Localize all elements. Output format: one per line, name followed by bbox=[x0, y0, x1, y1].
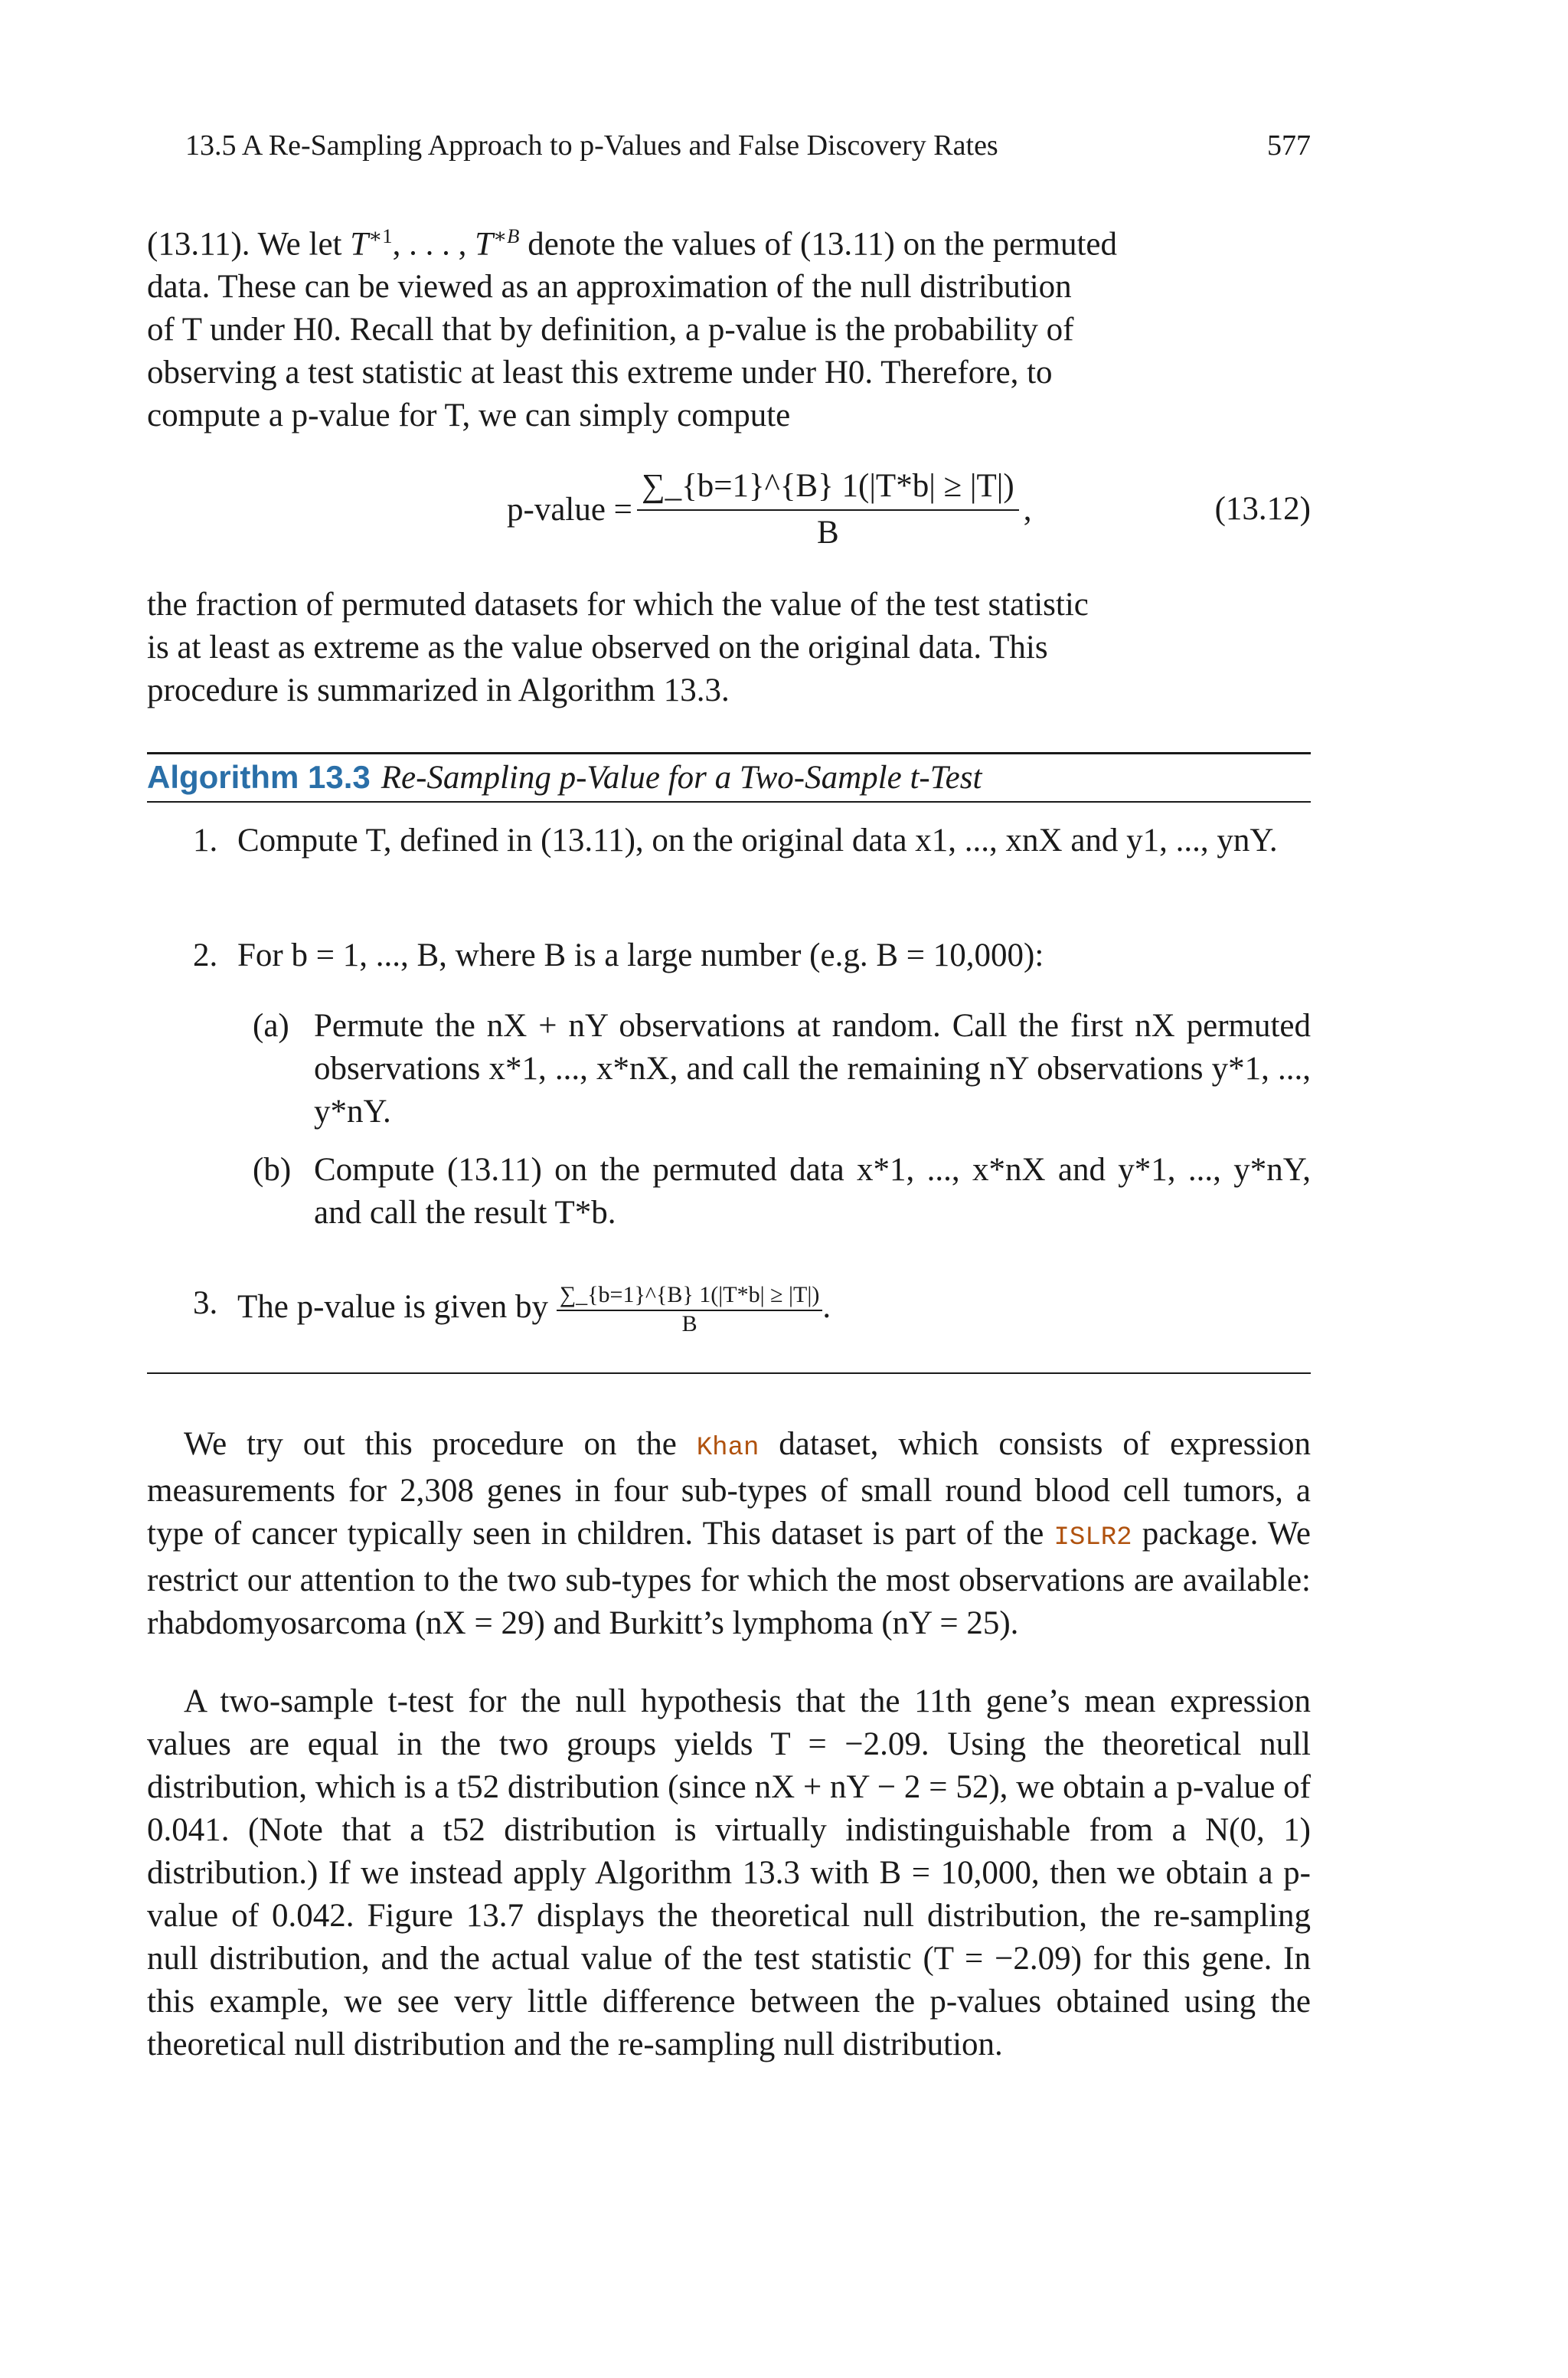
step-3-marker: 3. bbox=[193, 1285, 218, 1321]
running-head bbox=[185, 129, 1311, 162]
algorithm-bottom-rule bbox=[147, 1372, 1311, 1374]
paragraph-fraction-explanation bbox=[147, 584, 1311, 712]
equation-fraction bbox=[637, 467, 1019, 551]
step-2a-text: Permute the nX + nY observations at random. Call the first nX permuted observations x*1, ..., x*nX, and call the remaining nY observations y*1, ..., y*nY. bbox=[314, 1008, 1311, 1130]
algorithm-top-rule bbox=[147, 752, 1311, 754]
code-khan: Khan bbox=[696, 1434, 760, 1463]
running-head-title: 13.5 A Re-Sampling Approach to p-Values and False Discovery Rates bbox=[185, 129, 998, 162]
para1-line3: of T under H0. Recall that by definition, a p-value is the probability of bbox=[147, 312, 1074, 348]
paragraph-intro bbox=[147, 214, 1311, 437]
step-1-text: Compute T, defined in (13.11), on the original data x1, ..., xnX and y1, ..., ynY. bbox=[237, 823, 1278, 859]
algorithm-header bbox=[147, 755, 1311, 800]
code-islr2: ISLR2 bbox=[1054, 1523, 1132, 1552]
equation-13-12: p-value = $\frac{\sum\_\{b=1\}\^{}\{B\} 1(|T*b| \ge |T|)}{B}$ , (13.12) bbox=[507, 468, 1311, 551]
algorithm-step-2b bbox=[253, 1149, 1311, 1241]
algorithm-step-1 bbox=[193, 819, 1311, 911]
equation-number: (13.12) bbox=[1214, 491, 1311, 527]
step-2b-text: Compute (13.11) on the permuted data x*1, ..., x*nX and y*1, ..., y*nY, and call the result T*b. bbox=[314, 1152, 1311, 1231]
algorithm-step-3: 3. The p-value is given by $\frac{\sum\_\{b=1\}\^{}\{B\} 1(|T*b| \ge |T|)}{B}$ . bbox=[193, 1282, 831, 1336]
page-number: 577 bbox=[1267, 129, 1311, 162]
algorithm-title: Re-Sampling p-Value for a Two-Sample t-Test bbox=[381, 760, 982, 796]
para1-line1: (13.11). We let $T^{∗1}$, . . . , $T^{∗B}$ denote the values of (13.11) on the permuted bbox=[147, 224, 1117, 263]
equation-numerator: ∑_{b=1}^{B} 1(|T*b| ≥ |T|) bbox=[637, 467, 1019, 511]
algorithm-header-rule bbox=[147, 801, 1311, 803]
paragraph-khan-dataset: We try out this procedure on the Khan dataset, which consists of expression measurements for 2,308 genes in four sub-types of small round blood cell tumors, a type of cancer typically seen in children. This dataset is part of the ISLR2 package. We restrict our attention to the two sub-types for which the most observations are available: rhabdomyosarcoma (nX = 29) and Burkitt’s lymphoma (nY = 25). bbox=[147, 1426, 1312, 1641]
step-2-marker: 2. bbox=[193, 937, 218, 973]
para1-line5: compute a p-value for T, we can simply compute bbox=[147, 397, 791, 434]
step-2a-marker: (a) bbox=[253, 1008, 289, 1044]
equation-denominator: B bbox=[816, 515, 839, 551]
equation-lhs: p-value = bbox=[507, 491, 632, 528]
para2-line3: procedure is summarized in Algorithm 13.3. bbox=[147, 672, 730, 708]
paragraph-t-test-result: A two-sample t-test for the null hypothesis that the 11th gene’s mean expression values are equal in the two groups yields T = −2.09. Using the theoretical null distribution, which is a t52 distribution (since nX + nY − 2 = 52), we obtain a p-value of 0.041. (Note that a t52 distribution is virtually indistinguishable from a N(0, 1) distribution.) If we instead apply Algorithm 13.3 with B = 10,000, then we obtain a p-value of 0.042. Figure 13.7 displays the theoretical null distribution, the re-sampling null distribution, and the actual value of the test statistic (T = −2.09) for this gene. In this example, we see very little difference between the p-values obtained using the theoretical null distribution and the re-sampling null distribution. bbox=[147, 1683, 1311, 2062]
step-2-text: For b = 1, ..., B, where B is a large number (e.g. B = 10,000): bbox=[237, 937, 1044, 973]
para2-line2: is at least as extreme as the value observed on the original data. This bbox=[147, 630, 1048, 666]
para1-line2: data. These can be viewed as an approximation of the null distribution bbox=[147, 269, 1072, 306]
step-2b-marker: (b) bbox=[253, 1152, 292, 1188]
algorithm-step-2a bbox=[253, 1005, 1311, 1135]
algorithm-label: Algorithm 13.3 bbox=[147, 759, 371, 795]
para1-line4: observing a test statistic at least this extreme under H0. Therefore, to bbox=[147, 355, 1053, 391]
para2-line1: the fraction of permuted datasets for which the value of the test statistic bbox=[147, 587, 1089, 623]
step-1-marker: 1. bbox=[193, 823, 218, 859]
step-3-fraction-denominator: B bbox=[681, 1311, 697, 1336]
algorithm-step-2 bbox=[193, 934, 1311, 980]
step-3-fraction-numerator: ∑_{b=1}^{B} 1(|T*b| ≥ |T|) bbox=[557, 1282, 823, 1311]
step-3-text: The p-value is given by bbox=[237, 1288, 549, 1325]
step-3-fraction bbox=[557, 1282, 823, 1337]
